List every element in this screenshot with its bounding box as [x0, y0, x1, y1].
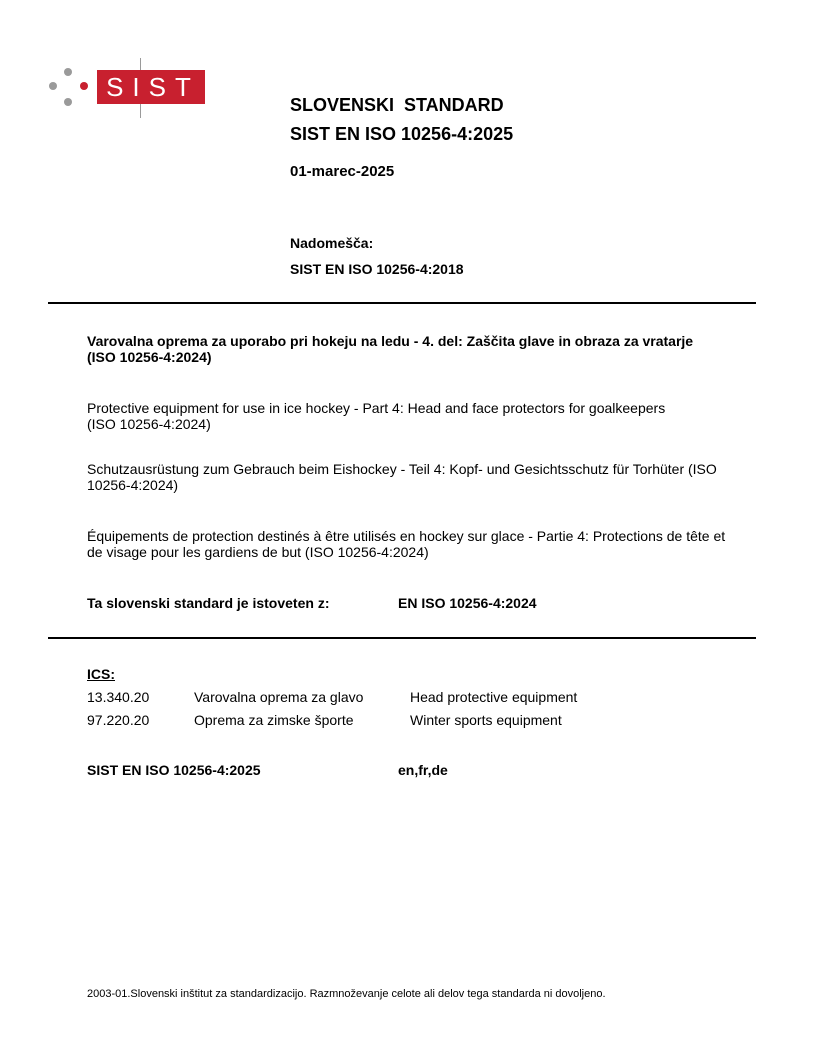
ics-english: Winter sports equipment — [410, 712, 562, 728]
standard-date: 01-marec-2025 — [290, 163, 395, 180]
copyright-footer: 2003-01.Slovenski inštitut za standardizacijo. Razmnoževanje celote ali delov tega standarda ni dovoljeno. — [87, 988, 606, 1000]
title-english: Protective equipment for use in ice hockey - Part 4: Head and face protectors for goalkeepers (ISO 10256-4:2024) — [87, 400, 666, 432]
replaces-label: Nadomešča: — [290, 235, 374, 251]
identical-value: EN ISO 10256-4:2024 — [398, 595, 537, 611]
ics-code: 97.220.20 — [87, 712, 150, 728]
ics-label: ICS: — [87, 666, 115, 682]
sist-logo: SIST — [97, 70, 205, 104]
title-french: Équipements de protection destinés à être utilisés en hockey sur glace - Partie 4: Protections de tête et de visage pour les gardiens de but (ISO 10256-4:2024) — [87, 528, 726, 560]
ics-code: 13.340.20 — [87, 689, 150, 705]
identical-label: Ta slovenski standard je istoveten z: — [87, 595, 330, 611]
top-divider — [48, 302, 756, 304]
ics-slovenian: Oprema za zimske športe — [194, 712, 354, 728]
standard-type: SLOVENSKI STANDARD — [290, 95, 504, 115]
title-german: Schutzausrüstung zum Gebrauch beim Eishockey - Teil 4: Kopf- und Gesichtsschutz für Torhüter (ISO 10256-4:2024) — [87, 461, 717, 493]
sist-logo-dots — [48, 66, 88, 110]
ics-english: Head protective equipment — [410, 689, 578, 705]
summary-code: SIST EN ISO 10256-4:2025 — [87, 762, 261, 778]
title-slovenian: Varovalna oprema za uporabo pri hokeju na ledu - 4. del: Zaščita glave in obraza za vratarje (ISO 10256-4:2024) — [87, 333, 694, 365]
ics-slovenian: Varovalna oprema za glavo — [194, 689, 364, 705]
bottom-divider — [48, 637, 756, 639]
replaces-code: SIST EN ISO 10256-4:2018 — [290, 261, 464, 277]
summary-languages: en,fr,de — [398, 762, 448, 778]
standard-code: SIST EN ISO 10256-4:2025 — [290, 124, 514, 144]
